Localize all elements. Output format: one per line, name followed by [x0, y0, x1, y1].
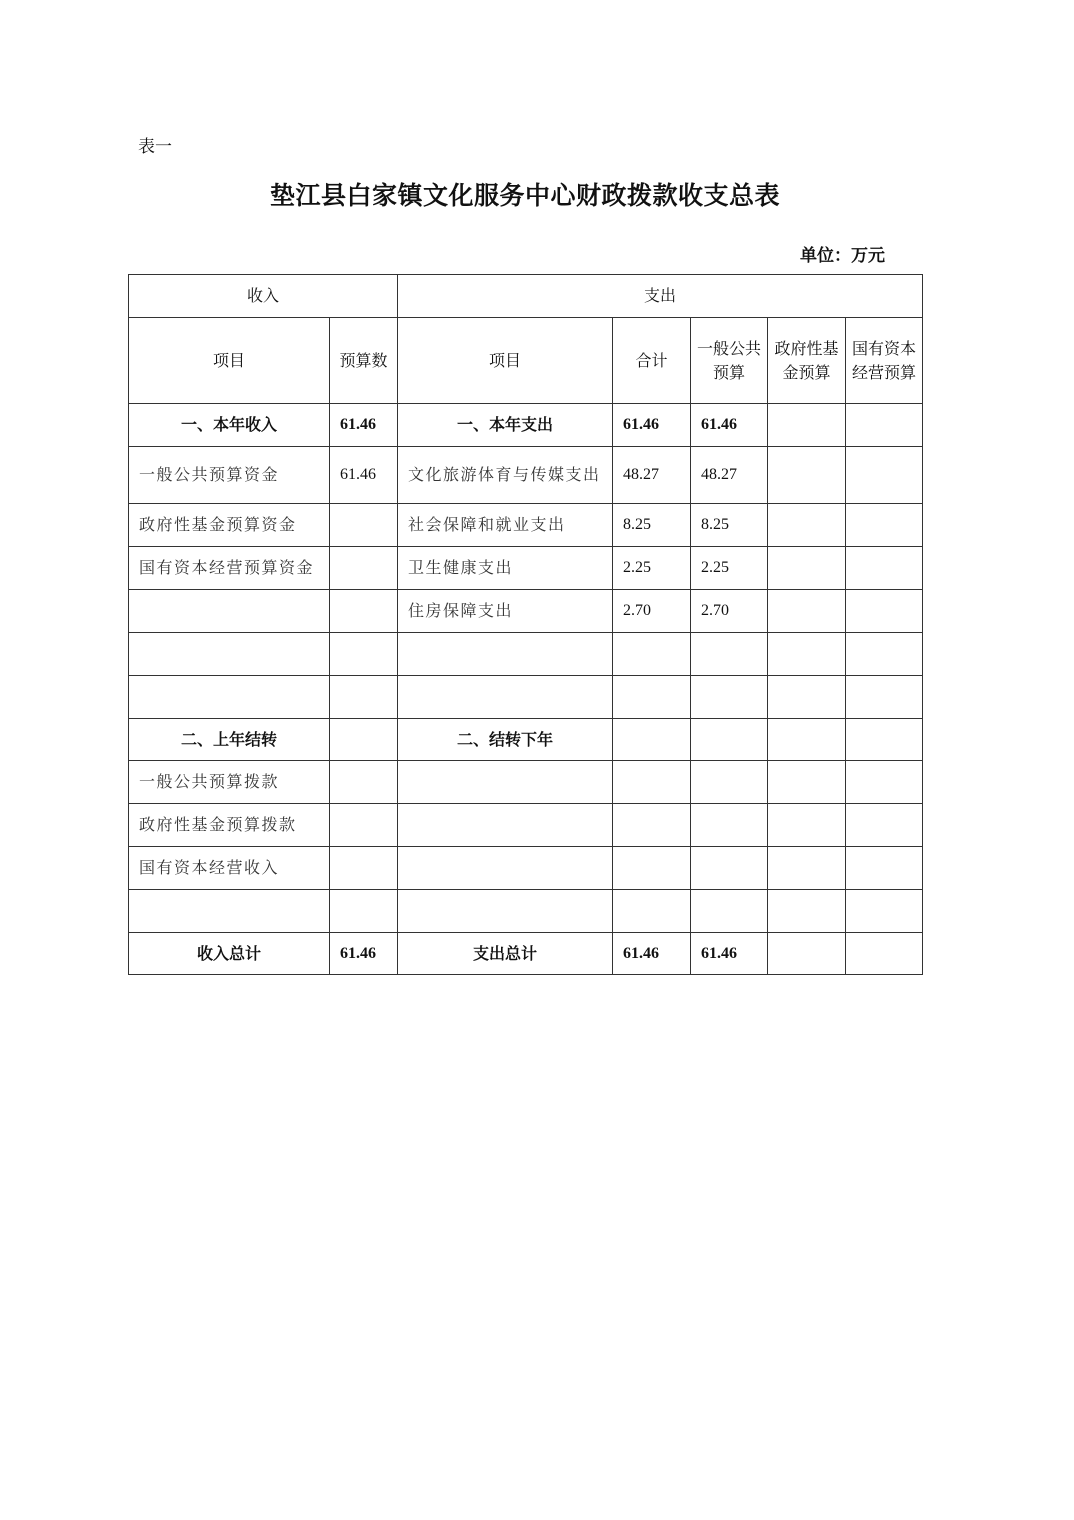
gov-fund-budget-cell: [768, 804, 846, 847]
table-row: [129, 676, 923, 719]
income-budget-cell: [330, 719, 398, 761]
expense-total-cell: 61.46: [613, 933, 691, 975]
income-group-header: 收入: [129, 275, 398, 318]
table-row: [129, 847, 923, 890]
state-capital-budget-cell: [846, 804, 923, 847]
expense-total-cell: [613, 676, 691, 719]
income-item-cell: 二、上年结转: [129, 719, 330, 761]
income-budget-cell: 61.46: [330, 447, 398, 504]
table-row: [129, 633, 923, 676]
income-item-header: 项目: [129, 318, 330, 404]
gov-fund-budget-cell: [768, 547, 846, 590]
general-budget-cell: [691, 890, 768, 933]
expense-group-header: 支出: [398, 275, 923, 318]
expense-item-cell: 住房保障支出: [398, 590, 613, 633]
state-capital-budget-cell: [846, 504, 923, 547]
general-budget-cell: 8.25: [691, 504, 768, 547]
expense-total-cell: [613, 804, 691, 847]
expense-total-cell: [613, 633, 691, 676]
gov-fund-budget-cell: [768, 847, 846, 890]
expense-total-cell: [613, 761, 691, 804]
expense-item-header: 项目: [398, 318, 613, 404]
income-budget-cell: 61.46: [330, 933, 398, 975]
income-budget-cell: [330, 633, 398, 676]
expense-total-cell: 48.27: [613, 447, 691, 504]
income-item-cell: [129, 633, 330, 676]
general-budget-cell: [691, 804, 768, 847]
income-budget-cell: [330, 676, 398, 719]
expense-total-cell: 2.25: [613, 547, 691, 590]
expense-item-cell: [398, 761, 613, 804]
table-row: [129, 719, 923, 761]
state-capital-budget-cell: [846, 719, 923, 761]
gov-fund-budget-cell: [768, 890, 846, 933]
gov-fund-budget-header: 政府性基金预算: [768, 318, 846, 404]
table-row: [129, 590, 923, 633]
table-row: [129, 761, 923, 804]
general-budget-cell: 61.46: [691, 933, 768, 975]
unit-label: 单位：万元: [800, 246, 885, 266]
header-row-groups: [129, 275, 923, 318]
general-budget-cell: [691, 761, 768, 804]
income-item-cell: [129, 890, 330, 933]
expense-item-cell: 一、本年支出: [398, 404, 613, 447]
expense-item-cell: [398, 847, 613, 890]
table-row: [129, 404, 923, 447]
income-budget-cell: [330, 761, 398, 804]
gov-fund-budget-cell: [768, 676, 846, 719]
table-row: [129, 504, 923, 547]
income-budget-cell: [330, 804, 398, 847]
expense-item-cell: 支出总计: [398, 933, 613, 975]
budget-summary-table: [128, 274, 923, 975]
expense-item-cell: [398, 676, 613, 719]
table-row: [129, 890, 923, 933]
state-capital-budget-cell: [846, 404, 923, 447]
general-budget-cell: 48.27: [691, 447, 768, 504]
income-item-cell: 收入总计: [129, 933, 330, 975]
general-budget-cell: [691, 676, 768, 719]
expense-item-cell: 文化旅游体育与传媒支出: [398, 447, 613, 504]
income-item-cell: [129, 590, 330, 633]
state-capital-budget-cell: [846, 890, 923, 933]
general-budget-cell: [691, 847, 768, 890]
expense-item-cell: [398, 890, 613, 933]
expense-total-cell: 2.70: [613, 590, 691, 633]
income-item-cell: 一般公共预算资金: [129, 447, 330, 504]
gov-fund-budget-cell: [768, 933, 846, 975]
table-row: [129, 933, 923, 975]
income-budget-cell: [330, 590, 398, 633]
income-budget-cell: 61.46: [330, 404, 398, 447]
gov-fund-budget-cell: [768, 504, 846, 547]
state-capital-budget-cell: [846, 847, 923, 890]
gov-fund-budget-cell: [768, 719, 846, 761]
state-capital-budget-cell: [846, 447, 923, 504]
expense-item-cell: 二、结转下年: [398, 719, 613, 761]
income-item-cell: 国有资本经营预算资金: [129, 547, 330, 590]
general-budget-cell: 2.70: [691, 590, 768, 633]
table-row: [129, 547, 923, 590]
table-number-label: 表一: [138, 137, 172, 157]
header-row-columns: [129, 318, 923, 404]
income-budget-cell: [330, 890, 398, 933]
income-item-cell: 一、本年收入: [129, 404, 330, 447]
state-capital-budget-cell: [846, 676, 923, 719]
state-capital-budget-cell: [846, 761, 923, 804]
table-row: [129, 804, 923, 847]
table-row: [129, 447, 923, 504]
expense-total-header: 合计: [613, 318, 691, 404]
state-capital-budget-cell: [846, 933, 923, 975]
gov-fund-budget-cell: [768, 761, 846, 804]
income-budget-header: 预算数: [330, 318, 398, 404]
gov-fund-budget-cell: [768, 633, 846, 676]
state-capital-budget-cell: [846, 590, 923, 633]
expense-total-cell: [613, 719, 691, 761]
income-item-cell: 政府性基金预算资金: [129, 504, 330, 547]
expense-total-cell: [613, 847, 691, 890]
income-item-cell: 国有资本经营收入: [129, 847, 330, 890]
document-title: 垫江县白家镇文化服务中心财政拨款收支总表: [269, 181, 780, 210]
income-budget-cell: [330, 847, 398, 890]
expense-item-cell: 卫生健康支出: [398, 547, 613, 590]
gov-fund-budget-cell: [768, 447, 846, 504]
expense-item-cell: 社会保障和就业支出: [398, 504, 613, 547]
income-item-cell: 政府性基金预算拨款: [129, 804, 330, 847]
expense-item-cell: [398, 804, 613, 847]
income-budget-cell: [330, 504, 398, 547]
general-budget-cell: [691, 633, 768, 676]
income-item-cell: 一般公共预算拨款: [129, 761, 330, 804]
gov-fund-budget-cell: [768, 590, 846, 633]
general-budget-header: 一般公共预算: [691, 318, 768, 404]
state-capital-budget-cell: [846, 633, 923, 676]
expense-total-cell: 61.46: [613, 404, 691, 447]
expense-item-cell: [398, 633, 613, 676]
gov-fund-budget-cell: [768, 404, 846, 447]
general-budget-cell: 2.25: [691, 547, 768, 590]
state-capital-budget-cell: [846, 547, 923, 590]
general-budget-cell: 61.46: [691, 404, 768, 447]
income-budget-cell: [330, 547, 398, 590]
general-budget-cell: [691, 719, 768, 761]
income-item-cell: [129, 676, 330, 719]
expense-total-cell: 8.25: [613, 504, 691, 547]
state-capital-budget-header: 国有资本经营预算: [846, 318, 923, 404]
expense-total-cell: [613, 890, 691, 933]
